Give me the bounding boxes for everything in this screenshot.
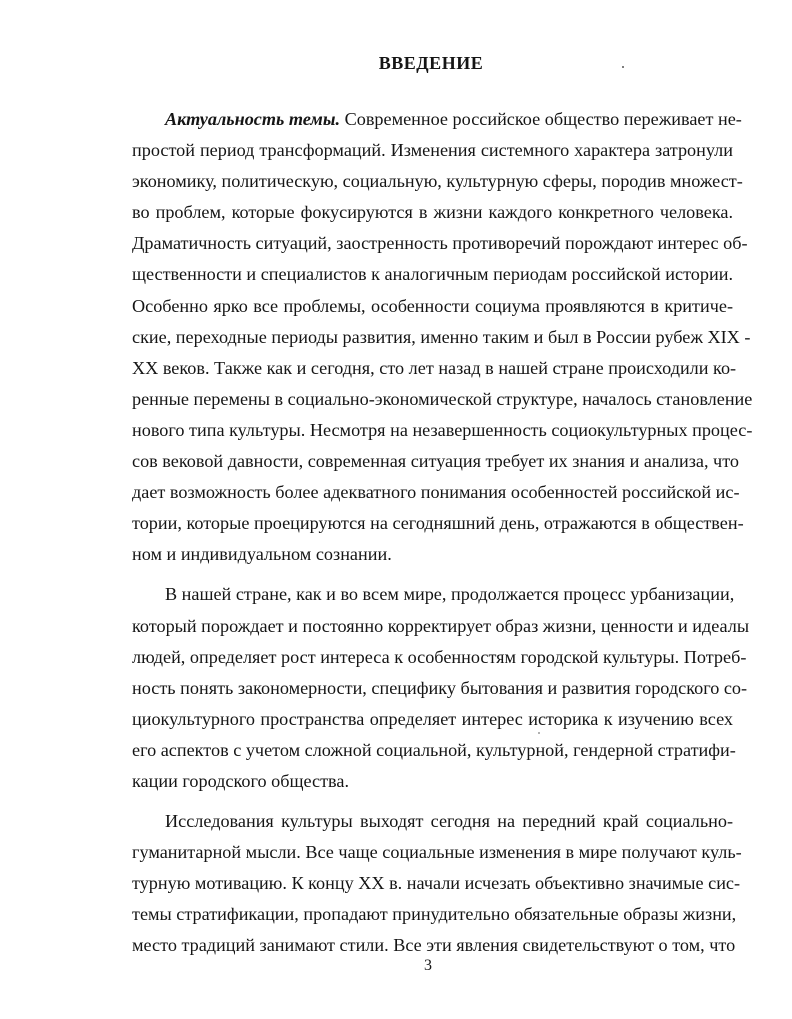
text-line: ность понять закономерности, специфику бытования и развития городского со- (132, 677, 748, 698)
scan-speck (622, 66, 624, 68)
text-line: нового типа культуры. Несмотря на незавершенность социокультурных процес- (132, 419, 753, 440)
text-line: темы стратификации, пропадают принудительно обязательные образы жизни, (132, 904, 737, 925)
paragraph-culture-research (132, 806, 742, 961)
text-line: В нашей стране, как и во всем мире, продолжается процесс урбанизации, (165, 584, 735, 605)
text-line: сов вековой давности, современная ситуация требует их знания и анализа, что (132, 451, 739, 472)
text-line: Исследования культуры выходят сегодня на передний край социально- (165, 811, 733, 832)
text-line: Драматичность ситуаций, заостренность противоречий порождают интерес об- (132, 233, 748, 254)
text-line: гуманитарной мысли. Все чаще социальные изменения в мире получают куль- (132, 842, 742, 863)
text-line: турную мотивацию. К концу XX в. начали исчезать объективно значимые сис- (132, 873, 741, 894)
paragraph-urbanization (132, 579, 750, 797)
scan-speck (538, 732, 540, 734)
text-line: ренные перемены в социально-экономической структуре, началось становление (132, 388, 753, 409)
document-body (132, 104, 753, 962)
paragraph-gap (132, 570, 733, 579)
page-number: 3 (424, 957, 432, 974)
text-line: который порождает и постоянно корректирует образ жизни, ценности и идеалы (132, 615, 750, 636)
text-line: тории, которые проецируются на сегодняшний день, отражаются в обществен- (132, 513, 744, 534)
text-line: простой период трансформаций. Изменения системного характера затронули (132, 140, 733, 161)
text-line: XX веков. Также как и сегодня, сто лет назад в нашей стране происходили ко- (132, 357, 737, 378)
text-line: экономику, политическую, социальную, культурную сферы, породив множест- (132, 171, 743, 192)
text-line: во проблем, которые фокусируются в жизни каждого конкретного человека. (132, 202, 733, 223)
paragraph-relevance (132, 104, 753, 570)
text-line: ские, переходные периоды развития, именно таким и был в России рубеж XIX - (132, 326, 751, 347)
page-title: ВВЕДЕНИЕ (378, 53, 484, 73)
text-line: щественности и специалистов к аналогичным периодам российской истории. (132, 264, 733, 285)
paragraph-gap (132, 797, 733, 806)
text-line: дает возможность более адекватного понимания особенностей российской ис- (132, 482, 740, 503)
text-line (132, 104, 742, 135)
lead-phrase: Актуальность темы. (165, 109, 341, 129)
text-line: кации городского общества. (132, 770, 349, 791)
text-line: людей, определяет рост интереса к особенностям городской культуры. Потреб- (132, 646, 747, 667)
text-line: место традиций занимают стили. Все эти явления свидетельствуют о том, что (132, 935, 736, 956)
text-line: Особенно ярко все проблемы, особенности социума проявляются в критиче- (132, 295, 733, 316)
text-line: ном и индивидуальном сознании. (132, 544, 392, 565)
text-line-content: Современное российское общество переживает не- (340, 109, 742, 129)
text-line: его аспектов с учетом сложной социальной, культурной, гендерной стратифи- (132, 739, 736, 760)
text-line: циокультурного пространства определяет интерес историка к изучению всех (132, 708, 733, 729)
